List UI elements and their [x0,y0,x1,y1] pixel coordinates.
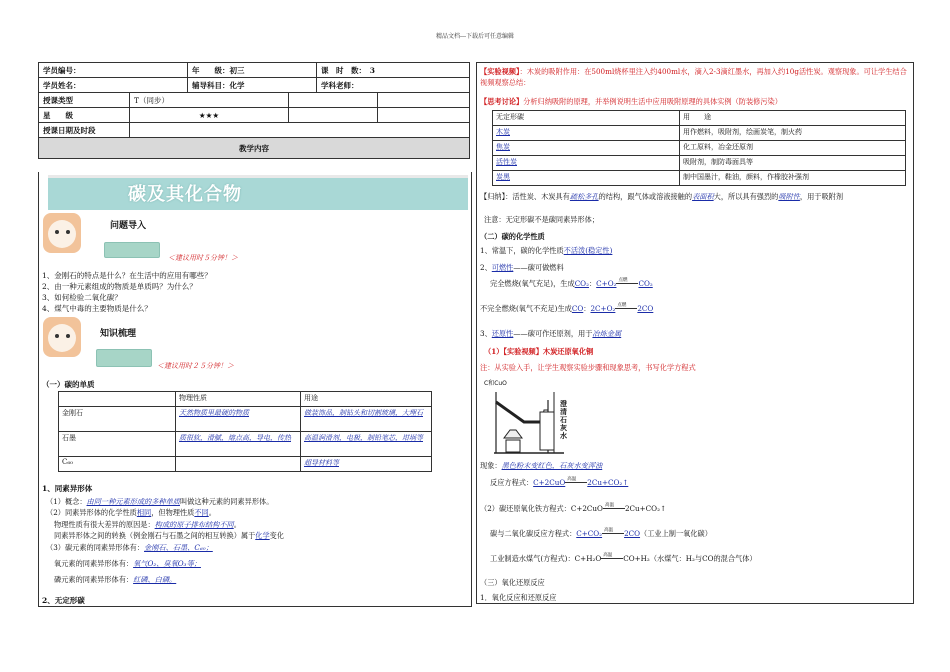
table-cell: 用作燃料，吸附剂，绘画炭笔，制火药 [680,126,906,141]
apparatus-illustration [484,378,644,456]
knowledge-time-hint: ＜建议用时２５分钟！＞ [157,362,234,370]
reaction-3 [490,528,712,539]
apparatus-label: C和CuO [484,380,507,387]
text: 不完全燃烧(氧气不充足)生成 [480,304,572,313]
table-cell: 炭黑 [493,171,680,186]
table-header [59,392,176,407]
cartoon-cat-icon-2 [43,317,81,357]
section-redox: （三）氧化还原反应 [480,578,545,587]
equation-right: 2CO [624,529,641,538]
grade-label: 年 级：初三 [188,63,317,78]
text: 大，所以具有强烈的 [713,192,779,201]
section-elemental-carbon: （一）碳的单质 [42,380,95,389]
text: 叫做这种元素的同素异形体。 [179,497,274,506]
text: 变化 [269,531,285,541]
reaction-arrow [615,303,637,311]
equation-right: 2Cu+CO₂↑ [624,504,666,513]
condition: 高温 [604,528,614,533]
amorphous-carbon-table [492,110,906,186]
text: 。 [233,519,241,529]
knowledge-tag-box [96,349,152,367]
allotrope-title: 1、同素异形体 [42,484,93,493]
intro-time-hint: ＜建议用时５分钟！＞ [168,254,238,262]
table-cell: 吸附剂，制防毒面具等 [680,156,906,171]
answer: CO [571,304,584,313]
equation-right: 2Cu+CO₂↑ [587,478,629,487]
reaction-arrow [603,503,625,511]
table-cell: 天然物质里最硬的物质 [176,407,301,432]
answer: 红磷、白磷。 [133,575,177,585]
exp-video-label: 【实验视频】 [480,67,520,76]
reaction-arrow [565,477,587,485]
text: 【实验视频】 [503,347,543,356]
equation-left: 2C+O₂ [590,304,616,313]
type-value: T（同步） [130,93,289,108]
question-item: 1、金刚石的特点是什么？在生活中的应用有哪些？ [42,271,212,280]
text: ——碳可做燃料 [513,263,564,272]
amorphous-title: 2、无定形碳 [42,596,85,605]
table-cell: 高温润滑剂，电极，制铅笔芯，坩埚等 [301,432,432,457]
answer: 吸附性 [778,192,800,201]
text: 磷元素的同素异形体有： [54,575,134,585]
discuss-text: 分析归纳吸附的原理，并举例说明生活中应用吸附原理的具体实例（防装修污染） [523,97,782,106]
text: （1）概念： [46,497,87,506]
type-label: 授课类型 [39,93,130,108]
doc-header: 精品文档---下载后可任意编辑 [435,33,515,40]
star-value: ★★★ [130,108,289,123]
text: （工业上制一氧化碳） [640,529,712,538]
answer: 金刚石、石墨、C₆₀； [144,542,213,552]
exp2-note: 注：从实验入手，让学生观察实验步骤和现象思考，书写化学方程式 [480,363,696,372]
answer: 表面积 [692,192,714,201]
exp-video-para [480,67,908,88]
content-label: 教学内容 [39,138,470,159]
equation-right: CO₂ [638,279,653,288]
equation-left: C+O₂ [596,279,617,288]
text: 同素异形体之间的转换（例金刚石与石墨之间的相互转换）属于 [54,531,256,541]
summary-para [480,191,908,202]
text: （1） [484,347,504,356]
answer: 黑色粉末变红色，石灰水变浑浊 [501,461,603,470]
intro-heading: 问题导入 [110,221,147,231]
star-label: 星 级 [39,108,130,123]
chem-props-title: （二）碳的化学性质 [480,232,545,241]
question-item: 2、由一种元素组成的物质是单质吗？为什么？ [42,282,197,291]
discuss-para [480,96,782,107]
text: ，用于吸附剂 [799,192,844,201]
prop-3 [480,328,621,339]
table-cell: 制中国墨汁，鞋油，颜料，作橡胶补强剂 [680,171,906,186]
text: 反应方程式： [490,478,534,487]
answer: 相同 [136,508,152,518]
answer: 还原性 [491,329,514,338]
text: 碳与二氧化碳反应方程式： [490,529,577,538]
text: （2）同素异形体的化学性质 [46,508,137,518]
condition: 高温 [604,503,614,508]
condition: 点燃 [617,303,627,308]
knowledge-heading: 知识梳理 [100,329,137,339]
text: ，但物理性质 [151,508,195,518]
text: ： [588,279,597,288]
answer: CO₂ [574,279,589,288]
teacher-label: 学科老师： [317,78,470,93]
table-cell [176,457,301,472]
answer: 疏松多孔 [569,192,599,201]
text: 2、 [480,263,492,272]
reaction-arrow [602,528,624,536]
table-cell: 超导材料等 [301,457,432,472]
answer: 冶炼金属 [592,329,622,338]
text: 【归纳】：活性炭、木炭具有 [480,192,570,201]
date-label: 授课日期及时段 [39,123,130,138]
text: （3）碳元素的同素异形体有： [46,542,145,552]
intro-tag-box [104,242,160,258]
table-cell: 活性炭 [493,156,680,171]
observation [480,460,602,471]
equation-right: 2CO [637,304,654,313]
equation-left: （2）碳还原氧化铁方程式：C+2CuO [480,504,603,513]
table-cell: 做装饰品，制钻头和切割玻璃，大理石 [301,407,432,432]
table-cell: C₆₀ [59,457,176,472]
table-header: 无定形碳 [493,111,680,126]
table-cell: 木炭 [493,126,680,141]
table-header: 用 途 [680,111,906,126]
equation-left: C+CO₂ [576,529,603,538]
reaction-arrow [616,278,638,286]
reaction-arrow [601,553,623,561]
exp-video-text: ：木炭的吸附作用：在500ml烧杯里注入约400ml水，滴入2-3滴红墨水，再加入约10g活性炭。观察现象。可让学生结合视频观察总结： [480,67,907,87]
text: 氧元素的同素异形体有： [54,559,134,569]
table-header: 物理性质 [176,392,301,407]
hours-label: 课 时 数： 3 [317,63,470,78]
text: 木炭还原氧化铜 [542,347,594,356]
answer: 氧气O₂、臭氧O₃等； [133,559,201,569]
text: 完全燃烧(氧气充足)，生成 [490,279,575,288]
condition: 高温 [567,477,577,482]
text: 物理性质有很大差异的原因是： [54,519,155,529]
student-no-label: 学员编号： [39,63,188,78]
reaction-4 [490,553,757,564]
lesson-info-table [38,62,470,93]
discuss-label: 【思考讨论】 [480,97,524,106]
answer: 化学 [255,531,270,541]
answer: 由同一种元素形成的多种单质 [86,497,180,506]
equation-left: C+2CuO [533,478,566,487]
apparatus-side-label: 澄清石灰水 [560,399,567,440]
student-name-label: 学员姓名： [39,78,188,93]
text: 1、常温下，碳的化学性质 [480,246,564,255]
answer: 构成的原子排布结构不同 [154,519,234,529]
redox-subtitle: 1．氧化反应和还原反应 [480,593,557,602]
allotrope-notes [46,496,284,586]
reaction-2 [480,503,666,514]
topic-banner [48,175,468,210]
text: 。 [208,508,216,518]
reaction-1 [490,477,628,488]
prop-1 [480,245,612,256]
question-item: 4、煤气中毒的主要物质是什么？ [42,304,152,313]
prop-2 [480,262,564,273]
equation-right: CO+H₂（水煤气：H₂与CO的混合气体） [623,554,757,563]
subject-label: 辅导科目：化学 [188,78,317,93]
note: 注意：无定形碳不是碳同素异形体； [484,215,600,224]
text: 的结构，跟气体或溶液接触的 [598,192,693,201]
answer: 可燃性 [491,263,514,272]
answer: 不同 [194,508,209,518]
cartoon-cat-icon [43,213,81,253]
text: ——碳可作还原剂，用于 [513,329,593,338]
intro-questions [42,270,212,314]
table-cell: 金刚石 [59,407,176,432]
table-cell: 焦炭 [493,141,680,156]
lesson-meta-table [38,92,470,159]
table-cell: 化工原料，冶金还原剂 [680,141,906,156]
condition: 高温 [603,553,613,558]
text: ： [583,304,591,313]
banner-title: 碳及其化合物 [128,184,242,205]
text: 现象： [480,461,502,470]
text: 3、 [480,329,492,338]
equation-left: 工业制造水煤气(方程式)：C+H₂O [490,554,602,563]
table-cell: 质很软，滑腻，熔点高，导电，传热 [176,432,301,457]
table-header: 用途 [301,392,432,407]
incomplete-combustion [480,303,653,314]
complete-combustion [490,278,653,289]
question-item: 3、如何检验二氧化碳？ [42,293,122,302]
condition: 点燃 [618,278,628,283]
left-column [38,62,470,159]
table-cell: 石墨 [59,432,176,457]
exp2-title [484,346,593,357]
allotrope-table [58,391,432,472]
answer: 不活泼(稳定性) [563,246,613,255]
